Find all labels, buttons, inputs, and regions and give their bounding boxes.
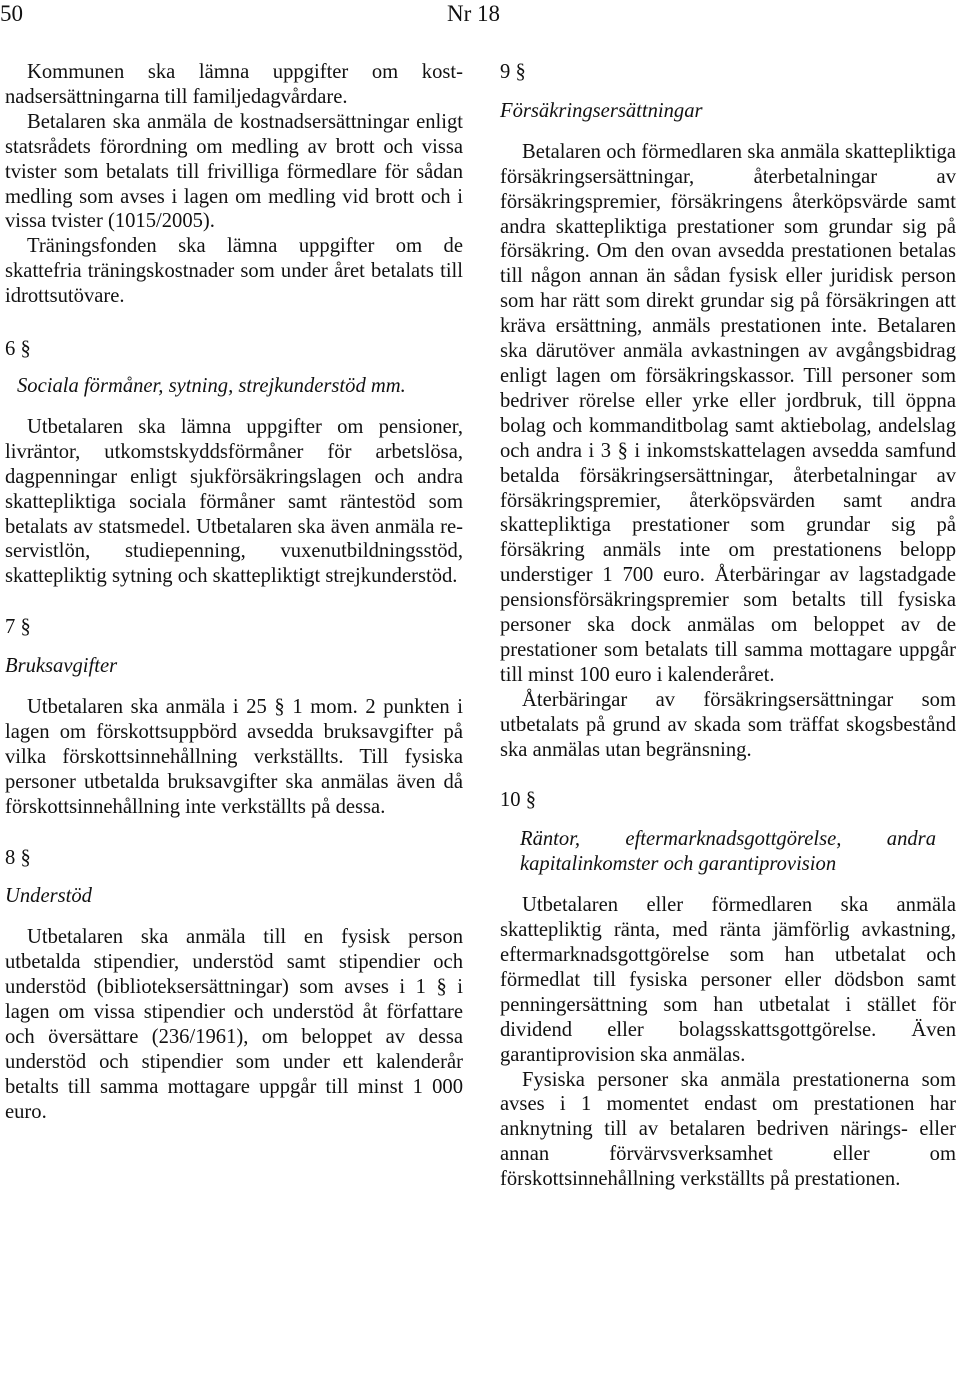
section-9-title: Försäkringsersättningar bbox=[500, 99, 703, 122]
section-9-paragraph-2: Återbäringar av försäkringsersättningar som utbetalats på grund av skada som träffat skogsbestånd ska anmälas utan begränsning. bbox=[500, 688, 956, 761]
section-7-paragraph: Utbetalaren ska anmäla i 25 § 1 mom. 2 punkten i lagen om förskottsuppbörd avsedda bruksavgifter på vilka förskottsinnehållning verkställts. Till fysiska personer utbetalda bruksavgifter ska anmälas även då förskottsinnehållning inte verkställts på dessa. bbox=[5, 696, 463, 818]
section-10-paragraph-1: Utbetalaren eller förmedlaren ska anmäla skattepliktig ränta, med ränta jämförlig avkastning, eftermarknadsgottgörelse som han utbetalat och förmedlat till fysiska personer eller dödsbon samt penningersättning som han utbetalat i stället för dividend eller bolagsskattsgottgörelse. Även garantiprovision ska anmälas. bbox=[500, 894, 956, 1066]
section-10-title: Räntor, eftermarknadsgottgörelse, andra kapitalinkomster och garantiprovision bbox=[520, 828, 936, 876]
section-7-number: 7 § bbox=[5, 616, 31, 639]
page-header bbox=[0, 0, 960, 40]
paragraph-traningsfonden: Träningsfonden ska lämna uppgifter om de skattefria träningskostnader som under året betalats till idrottsutövare. bbox=[5, 235, 463, 308]
section-8-number: 8 § bbox=[5, 846, 31, 869]
page-number: 50 bbox=[0, 1, 23, 26]
section-9-number: 9 § bbox=[500, 61, 526, 83]
paragraph-betalaren-medling: Betalaren ska anmäla de kostnadsersättningar enligt statsrådets förordning om medling av brott och vissa tvister som betalats till frivilliga förmedlare för sådan medling som avses i lagen om medling vid brott och i vissa tvister (1015/2005). bbox=[5, 110, 463, 233]
section-6-title: Sociala förmåner, sytning, strejkunderstöd mm. bbox=[17, 374, 406, 397]
section-8-paragraph: Utbetalaren ska anmäla till en fysisk person utbetalda stipendier, understöd samt stipendier och understöd (biblioteksersättningar) som avses i 1 § i lagen om vissa stipendier och understöd åt författare och översättare (236/1961), om beloppet av dessa understöd och stipendier som under ett kalenderår betalts till samma mottagare uppgår till minst 1 000 euro. bbox=[5, 926, 463, 1123]
issue-number: Nr 18 bbox=[447, 1, 501, 26]
section-10-paragraph-2: Fysiska personer ska anmäla prestationerna som avses i 1 momentet endast om prestationen har anknytning till av betalaren bedriven närings- eller annan förvärvsverksamhet eller om förskottsinnehållning verkställts på prestationen. bbox=[500, 1068, 956, 1191]
section-8-title: Understöd bbox=[5, 885, 92, 908]
left-column bbox=[5, 60, 463, 1125]
section-9-paragraph-1: Betalaren och förmedlaren ska anmäla skattepliktiga försäkringsersättningar, återbetalningar av försäkringspremier, försäkringens återköpsvärde samt andra skattepliktiga prestationer som grundar sig på försäkring. Om den ovan avsedda prestationen betalas till någon annan än sådan fysisk eller juridisk person som har rätt som direkt grundar sig på försäkringen att kräva ersättning, anmäls prestationen inte. Betalaren ska därutöver anmäla avkastningen av avgångsbidrag enligt lagen om försäkringskassor. Till personer som bedriver rörelse eller yrke eller jordbruk, till öppna bolag och kommanditbolag samt aktiebolag, andelslag och andra i 3 § i inkomstskattelagen avsedda samfund betalda försäkringsersättningar, återbetalningar av försäkringspremier, återköpsvärden samt andra skattepliktiga prestationer som grundar sig på försäkring anmäls inte om prestationens belopp understiger 1 700 euro. Återbäringar av lagstadgade pensionsförsäkringspremier som betalts till fysiska personer ska dock anmälas om beloppet av de prestationer som betalats till samma mottagare uppgår till minst 100 euro i kalenderåret. bbox=[500, 140, 956, 686]
section-7-title: Bruksavgifter bbox=[5, 655, 118, 678]
right-column bbox=[500, 60, 956, 1192]
section-10-number: 10 § bbox=[500, 789, 537, 812]
paragraph-kommunen: Kommunen ska lämna uppgifter om kostnadsersättningarna till familjedagvårdare. bbox=[5, 61, 463, 108]
section-6-number: 6 § bbox=[5, 338, 31, 361]
section-6-paragraph: Utbetalaren ska lämna uppgifter om pensioner, livräntor, utkomstskyddsförmåner för arbetslösa, dagpenningar enligt sjukförsäkringslagen och andra skattepliktiga sociala förmåner samt räntestöd som betalats av statsmedel. Utbetalaren ska även anmäla reservistlön, studiepenning, vuxenutbildningsstöd, skattepliktig sytning och skattepliktigt strejkunderstöd. bbox=[5, 415, 463, 588]
